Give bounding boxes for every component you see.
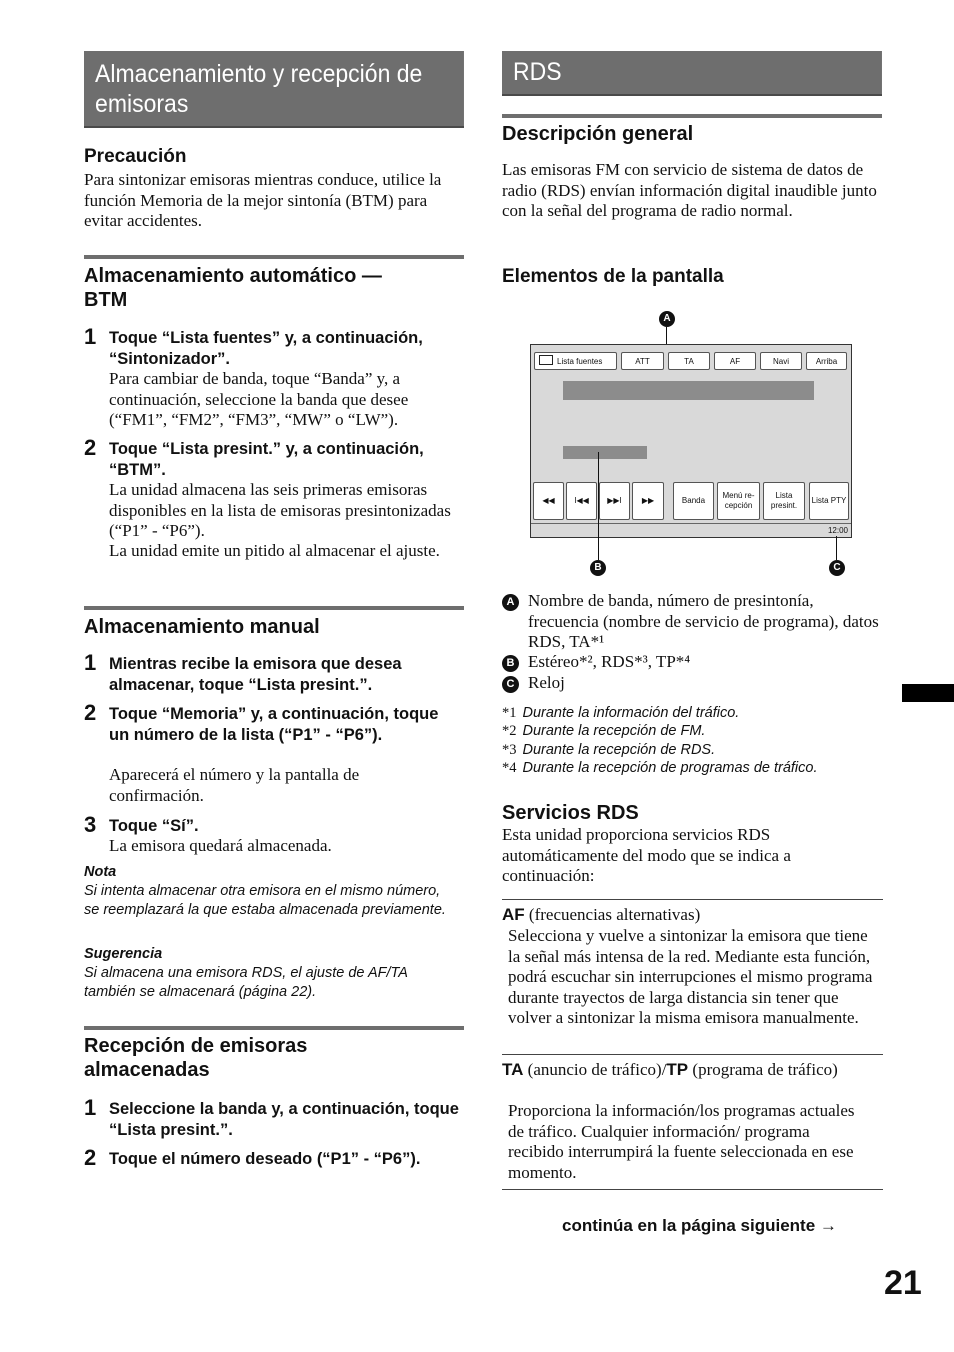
source-list-button: Lista fuentes bbox=[534, 352, 617, 370]
callout-line bbox=[598, 452, 599, 560]
indicator-band bbox=[563, 446, 647, 459]
step-number: 1 bbox=[84, 650, 97, 675]
step-body: Para cambiar de banda, toque “Banda” y, a continuación, seleccione la banda que desee (“FM1”, “FM2”, “FM3”, “MW” o “LW”). bbox=[109, 369, 409, 429]
lista-presint-button: Lista presint. bbox=[763, 482, 805, 520]
footnote: *3 Durante la recepción de RDS. bbox=[502, 742, 716, 758]
continued-note: continúa en la página siguiente → bbox=[562, 1216, 837, 1235]
banda-button: Banda bbox=[673, 482, 714, 520]
step-number: 2 bbox=[84, 1145, 97, 1170]
recepcion-heading: Recepción de emisoras almacenadas bbox=[84, 1035, 308, 1081]
arriba-button: Arriba bbox=[806, 352, 847, 370]
status-line bbox=[531, 523, 851, 524]
step-number: 1 bbox=[84, 1095, 97, 1120]
ta-tp-label: TA (anuncio de tráfico)/TP (programa de tráfico) bbox=[502, 1060, 838, 1079]
manual-heading: Almacenamiento manual bbox=[84, 616, 320, 638]
nota-text: Si intenta almacenar otra emisora en el mismo número, se reemplazará la que estaba almacenada previamente. bbox=[84, 883, 446, 918]
screen-diagram bbox=[530, 344, 852, 538]
forward-button: ▶▶ bbox=[632, 482, 664, 520]
section-tab bbox=[902, 684, 954, 702]
callout-a: A bbox=[659, 311, 675, 327]
menu-recepcion-button: Menú re-cepción bbox=[717, 482, 760, 520]
step-number: 1 bbox=[84, 324, 97, 349]
divider bbox=[84, 255, 464, 259]
step-body: La emisora quedará almacenada. bbox=[109, 836, 332, 855]
folder-icon bbox=[539, 355, 553, 365]
footnote: *2 Durante la recepción de FM. bbox=[502, 723, 706, 739]
nota-heading: Nota bbox=[84, 864, 117, 880]
ta-tp-text: Proporciona la información/los programas actuales de tráfico. Cualquier información/ programa recibido interrumpirá la fuente seleccionada en ese momento. bbox=[508, 1101, 855, 1182]
step-number: 3 bbox=[84, 812, 97, 837]
next-button: ▶▶I bbox=[599, 482, 630, 520]
af-text: Selecciona y vuelve a sintonizar la emisora que tiene la señal más intensa de la red. Mediante esta función, podrá escuchar sin interrupciones el mismo programa durante trayectos de larga distancia sin tener que volver a sintonizar la misma emisora manualmente. bbox=[508, 926, 873, 1027]
step-heading: Seleccione la banda y, a continuación, toque “Lista presint.”. bbox=[109, 1100, 459, 1139]
table-rule bbox=[502, 1054, 883, 1055]
table-rule bbox=[502, 899, 883, 900]
prev-button: I◀◀ bbox=[566, 482, 597, 520]
legend-c: C Reloj bbox=[502, 673, 883, 694]
servicios-heading: Servicios RDS bbox=[502, 802, 639, 824]
legend-b: B Estéreo*², RDS*³, TP*⁴ bbox=[502, 652, 883, 673]
callout-line bbox=[836, 536, 837, 560]
rewind-button: ◀◀ bbox=[533, 482, 564, 520]
precaucion-text: Para sintonizar emisoras mientras conduce, utilice la función Memoria de la mejor sintonía (BTM) para evitar accidentes. bbox=[84, 170, 442, 230]
btm-heading: Almacenamiento automático — BTM bbox=[84, 265, 382, 311]
callout-b: B bbox=[590, 560, 606, 576]
step-body: Aparecerá el número y la pantalla de confirmación. bbox=[109, 765, 360, 805]
lista-pty-button: Lista PTY bbox=[809, 482, 849, 520]
af-label: AF (frecuencias alternativas) bbox=[502, 905, 701, 924]
divider bbox=[502, 114, 882, 118]
step-heading: Toque el número deseado (“P1” - “P6”). bbox=[109, 1150, 421, 1168]
sugerencia-text: Si almacena una emisora RDS, el ajuste de AF/TA también se almacenará (página 22). bbox=[84, 965, 408, 1000]
section-banner-almacenamiento: Almacenamiento y recepción de emisoras bbox=[84, 51, 464, 128]
table-rule bbox=[502, 1189, 883, 1190]
descripcion-heading: Descripción general bbox=[502, 123, 694, 145]
elementos-heading: Elementos de la pantalla bbox=[502, 266, 724, 287]
step-body: La unidad emite un pitido al almacenar el ajuste. bbox=[109, 541, 440, 560]
step-number: 2 bbox=[84, 435, 97, 460]
footnote: *1 Durante la información del tráfico. bbox=[502, 705, 740, 721]
page-number: 21 bbox=[884, 1264, 922, 1302]
descripcion-text: Las emisoras FM con servicio de sistema de datos de radio (RDS) envían información digital inaudible junto con la señal del programa de radio normal. bbox=[502, 160, 877, 220]
legend-a: A Nombre de banda, número de presintonía, frecuencia (nombre de servicio de programa), datos RDS, TA*¹ bbox=[502, 591, 883, 612]
servicios-text: Esta unidad proporciona servicios RDS automáticamente del modo que se indica a continuación: bbox=[502, 825, 791, 885]
sugerencia-heading: Sugerencia bbox=[84, 946, 163, 962]
divider bbox=[84, 1026, 464, 1030]
step-number: 2 bbox=[84, 700, 97, 725]
att-button: ATT bbox=[621, 352, 664, 370]
af-button: AF bbox=[714, 352, 756, 370]
divider bbox=[84, 606, 464, 610]
step-heading: Toque “Lista presint.” y, a continuación, “BTM”. bbox=[109, 440, 424, 479]
section-banner-rds: RDS bbox=[502, 51, 882, 96]
step-heading: Toque “Lista fuentes” y, a continuación, “Sintonizador”. bbox=[109, 329, 423, 368]
station-info-band bbox=[563, 381, 814, 400]
footnote: *4 Durante la recepción de programas de tráfico. bbox=[502, 760, 818, 776]
navi-button: Navi bbox=[760, 352, 802, 370]
clock: 12:00 bbox=[827, 526, 848, 535]
callout-c: C bbox=[829, 560, 845, 576]
step-heading: Toque “Memoria” y, a continuación, toque un número de la lista (“P1” - “P6”). bbox=[109, 705, 439, 744]
precaucion-heading: Precaución bbox=[84, 146, 187, 167]
step-heading: Mientras recibe la emisora que desea almacenar, toque “Lista presint.”. bbox=[109, 655, 402, 694]
ta-button: TA bbox=[668, 352, 710, 370]
step-heading: Toque “Sí”. bbox=[109, 817, 199, 835]
step-body: La unidad almacena las seis primeras emisoras disponibles en la lista de emisoras presintonizadas (“P1” - “P6”). bbox=[109, 480, 451, 540]
